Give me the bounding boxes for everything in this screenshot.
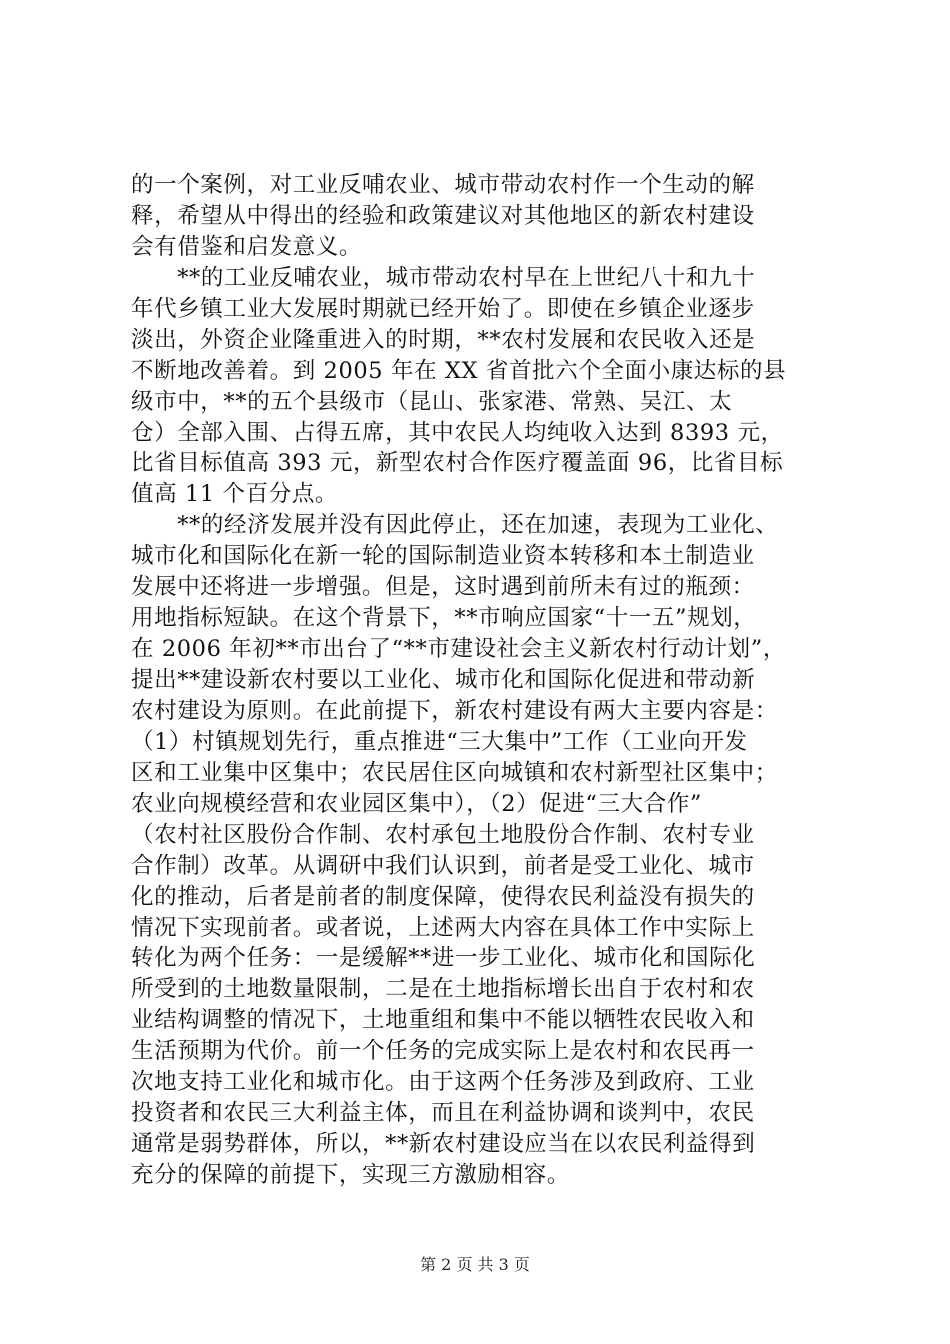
text-line: 的一个案例，对工业反哺农业、城市带动农村作一个生动的解 xyxy=(131,172,755,198)
text-line: 所受到的土地数量限制，二是在土地指标增长出自于农村和农 xyxy=(131,976,755,1003)
text-line: 农业向规模经营和农业园区集中），（2）促进“三大合作” xyxy=(131,790,703,817)
text-line: （农村社区股份合作制、农村承包土地股份合作制、农村专业 xyxy=(131,821,755,848)
text-line: 城市化和国际化在新一轮的国际制造业资本转移和本土制造业 xyxy=(131,543,755,570)
text-line: 用地指标短缺。在这个背景下，**市响应国家“十一五”规划， xyxy=(131,605,757,632)
text-line: 释，希望从中得出的经验和政策建议对其他地区的新农村建设 xyxy=(131,202,755,229)
text-line: 转化为两个任务：一是缓解**进一步工业化、城市化和国际化 xyxy=(131,945,756,972)
document-body xyxy=(131,170,831,1191)
text-line: （1）村镇规划先行，重点推进“三大集中”工作（工业向开发 xyxy=(131,728,748,755)
text-line: 投资者和农民三大利益主体，而且在利益协调和谈判中，农民 xyxy=(131,1100,755,1127)
text-line: 值高 11 个百分点。 xyxy=(131,481,339,508)
text-line: 发展中还将进一步增强。但是，这时遇到前所未有过的瓶颈： xyxy=(131,574,755,601)
text-line: 情况下实现前者。或者说，上述两大内容在具体工作中实际上 xyxy=(131,914,755,941)
text-line: 业结构调整的情况下，土地重组和集中不能以牺牲农民收入和 xyxy=(131,1007,755,1034)
text-line: 在 2006 年初**市出台了“**市建设社会主义新农村行动计划”， xyxy=(131,636,786,663)
text-line: 级市中，**的五个县级市（昆山、张家港、常熟、吴江、太 xyxy=(131,388,733,415)
text-line: 提出**建设新农村要以工业化、城市化和国际化促进和带动新 xyxy=(131,667,756,693)
text-line: 不断地改善着。到 2005 年在 XX 省首批六个全面小康达标的县 xyxy=(131,357,787,384)
text-line: 年代乡镇工业大发展时期就已经开始了。即使在乡镇企业逐步 xyxy=(131,295,755,322)
text-line: 化的推动，后者是前者的制度保障，使得农民利益没有损失的 xyxy=(131,883,755,910)
text-line: 通常是弱势群体，所以，**新农村建设应当在以农民利益得到 xyxy=(131,1131,756,1158)
text-line: 区和工业集中区集中；农民居住区向城镇和农村新型社区集中； xyxy=(131,759,778,786)
text-line: 仓）全部入围、占得五席，其中农民人均纯收入达到 8393 元， xyxy=(131,419,784,446)
text-line: **的工业反哺农业，城市带动农村早在上世纪八十和九十 xyxy=(131,264,756,291)
text-line: 会有借鉴和启发意义。 xyxy=(131,233,363,260)
text-line: 农村建设为原则。在此前提下，新农村建设有两大主要内容是： xyxy=(131,697,778,724)
text-line: **的经济发展并没有因此停止，还在加速，表现为工业化、 xyxy=(131,512,779,539)
text-line: 合作制）改革。从调研中我们认识到，前者是受工业化、城市 xyxy=(131,852,755,879)
text-line: 充分的保障的前提下，实现三方激励相容。 xyxy=(131,1162,570,1188)
text-line: 比省目标值高 393 元，新型农村合作医疗覆盖面 96，比省目标 xyxy=(131,450,784,477)
text-line: 生活预期为代价。前一个任务的完成实际上是农村和农民再一 xyxy=(131,1038,755,1065)
text-line: 次地支持工业化和城市化。由于这两个任务涉及到政府、工业 xyxy=(131,1069,755,1096)
text-line: 淡出，外资企业隆重进入的时期，**农村发展和农民收入还是 xyxy=(131,326,756,353)
page-footer: 第 2 页 共 3 页 xyxy=(420,1255,530,1274)
